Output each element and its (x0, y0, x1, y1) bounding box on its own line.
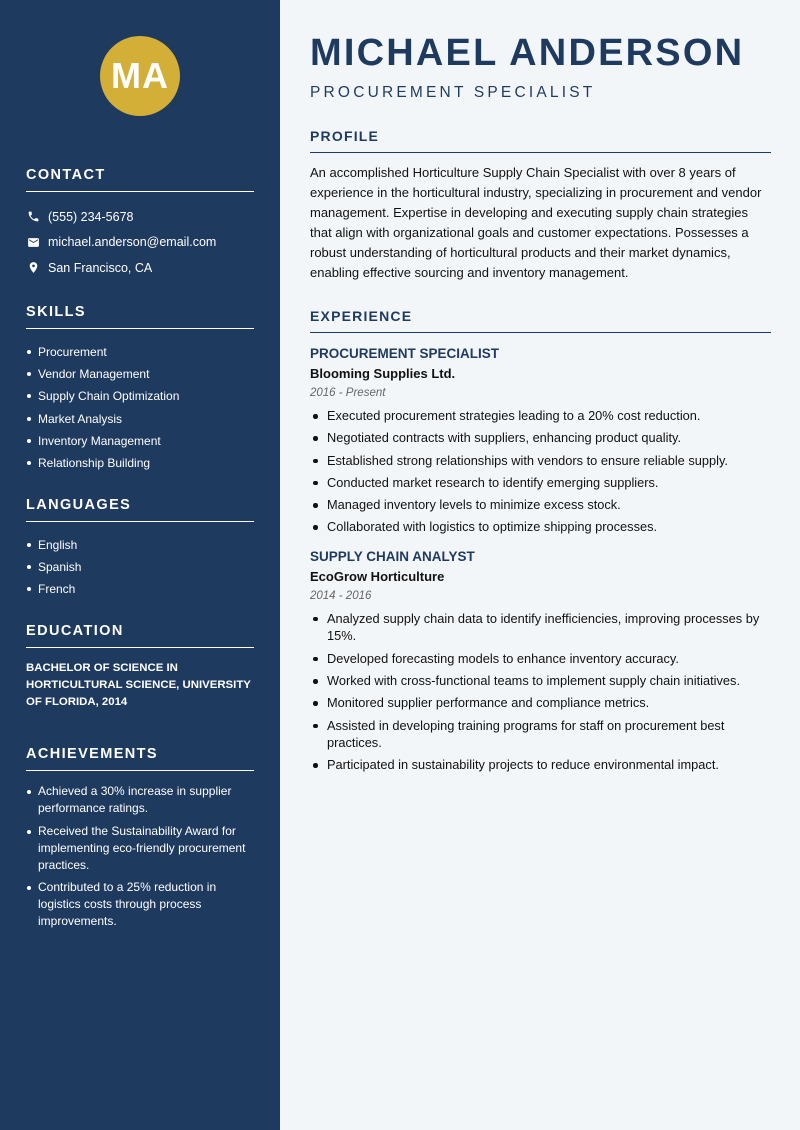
job-bullet: Assisted in developing training programs for staff on procurement best practices. (310, 717, 771, 752)
job-bullet: Participated in sustainability projects to reduce environmental impact. (310, 756, 771, 774)
phone-icon (26, 210, 40, 224)
profile-heading: PROFILE (310, 128, 771, 153)
achievement-item: Achieved a 30% increase in supplier performance ratings. (26, 783, 254, 817)
achievement-item: Received the Sustainability Award for implementing eco-friendly procurement practices. (26, 823, 254, 874)
avatar: MA (100, 36, 180, 116)
skill-item: Relationship Building (26, 452, 254, 474)
job-title: SUPPLY CHAIN ANALYST (310, 548, 475, 564)
email-icon (26, 235, 40, 249)
skill-item: Inventory Management (26, 430, 254, 452)
education-degree: BACHELOR OF SCIENCE IN HORTICULTURAL SCIENCE, UNIVERSITY OF FLORIDA, 2014 (26, 662, 251, 708)
skills-heading: SKILLS (26, 304, 254, 329)
profile-section (310, 128, 771, 283)
job-entry (310, 549, 771, 774)
job-bullet: Negotiated contracts with suppliers, enhancing product quality. (310, 429, 771, 447)
job-title: PROCUREMENT SPECIALIST (310, 346, 500, 361)
job-bullet: Conducted market research to identify emerging suppliers. (310, 474, 771, 492)
contact-email (26, 230, 254, 256)
job-bullet: Developed forecasting models to enhance inventory accuracy. (310, 650, 771, 668)
candidate-name: MICHAEL ANDERSON (310, 32, 745, 74)
job-dates: 2016 - Present (310, 387, 386, 399)
job-bullet: Collaborated with logistics to optimize shipping processes. (310, 518, 771, 536)
job-dates: 2014 - 2016 (310, 589, 372, 602)
skills-section (26, 304, 254, 474)
skill-item: Procurement (26, 341, 254, 363)
language-item: Spanish (26, 556, 254, 578)
skill-item: Supply Chain Optimization (26, 385, 254, 407)
languages-heading: LANGUAGES (26, 497, 254, 522)
achievements-section (26, 746, 254, 936)
profile-text: An accomplished Horticulture Supply Chain Specialist with over 8 years of experience in the horticultural industry, specializing in procurement and vendor management. Expertise in developing and executing supply chain strategies that align with organizational goals and customer expectations. Possesses a robust understanding of horticultural products and their market dynamics, enabling effective sourcing and inventory management. (310, 165, 762, 280)
location-text: San Francisco, CA (48, 260, 153, 275)
achievement-item: Contributed to a 25% reduction in logistics costs through process improvements. (26, 879, 254, 930)
education-heading: EDUCATION (26, 623, 254, 648)
sidebar (0, 0, 280, 1130)
phone-text: (555) 234-5678 (48, 209, 134, 224)
job-company: Blooming Supplies Ltd. (310, 366, 456, 381)
contact-heading: CONTACT (26, 167, 254, 192)
experience-section (310, 308, 771, 779)
language-item: English (26, 534, 254, 556)
job-bullet: Established strong relationships with vendors to ensure reliable supply. (310, 452, 771, 470)
skill-item: Vendor Management (26, 363, 254, 385)
job-bullet: Worked with cross-functional teams to implement supply chain initiatives. (310, 672, 771, 690)
job-bullet: Analyzed supply chain data to identify inefficiencies, improving processes by 15%. (310, 610, 771, 645)
candidate-role: PROCUREMENT SPECIALIST (310, 84, 596, 101)
education-section (26, 623, 254, 711)
skill-item: Market Analysis (26, 408, 254, 430)
contact-phone (26, 204, 254, 230)
job-bullet: Executed procurement strategies leading to a 20% cost reduction. (310, 407, 771, 425)
experience-heading: EXPERIENCE (310, 308, 771, 333)
job-bullet: Monitored supplier performance and compliance metrics. (310, 694, 771, 712)
contact-location (26, 255, 254, 281)
location-pin-icon (26, 261, 40, 275)
job-bullet: Managed inventory levels to minimize excess stock. (310, 496, 771, 514)
language-item: French (26, 578, 254, 600)
achievements-heading: ACHIEVEMENTS (26, 746, 254, 771)
email-text: michael.anderson@email.com (48, 235, 217, 250)
job-company: EcoGrow Horticulture (310, 568, 445, 584)
job-entry (310, 346, 771, 536)
contact-section (26, 167, 254, 281)
languages-section (26, 497, 254, 601)
